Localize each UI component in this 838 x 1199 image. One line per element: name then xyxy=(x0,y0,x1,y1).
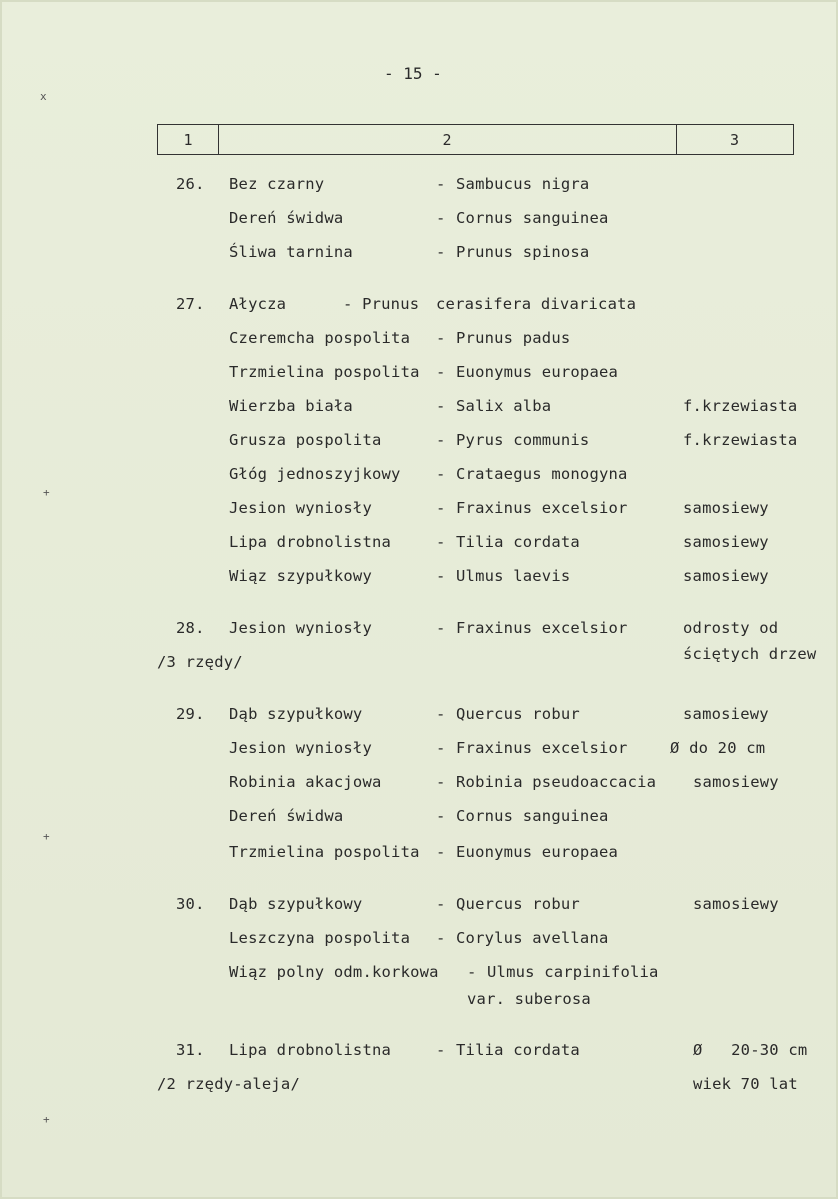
latin-name: cerasifera divaricata xyxy=(436,295,637,313)
polish-name: Wiąz szypułkowy xyxy=(229,567,372,585)
polish-name: Lipa drobnolistna xyxy=(229,1041,392,1059)
latin-name: Ulmus laevis xyxy=(456,567,571,585)
note: f.krzewiasta xyxy=(683,397,798,415)
header-col-3: 3 xyxy=(729,130,740,149)
note: samosiewy xyxy=(683,705,769,723)
dash: - xyxy=(436,567,446,585)
latin-name: Fraxinus excelsior xyxy=(456,499,628,517)
latin-variety: var. suberosa xyxy=(467,990,591,1008)
polish-name: Trzmielina pospolita xyxy=(229,843,420,861)
dash: - xyxy=(436,175,446,193)
note: wiek 70 lat xyxy=(693,1075,798,1093)
row-number: 28. xyxy=(176,619,205,637)
note: f.krzewiasta xyxy=(683,431,798,449)
polish-name: Jesion wyniosły xyxy=(229,739,372,757)
polish-name: Wiąz polny odm.korkowa xyxy=(229,963,439,981)
polish-name: Grusza pospolita xyxy=(229,431,382,449)
note: ściętych drzew xyxy=(683,645,817,663)
dash: - xyxy=(436,397,446,415)
header-col-2: 2 xyxy=(218,125,677,154)
polish-name: Bez czarny xyxy=(229,175,325,193)
margin-mark: + xyxy=(43,486,50,499)
dash: - xyxy=(436,1041,446,1059)
note: samosiewy xyxy=(683,533,769,551)
note: samosiewy xyxy=(693,773,779,791)
margin-mark: + xyxy=(43,1113,50,1126)
polish-name: Śliwa tarnina xyxy=(229,243,353,261)
note: Ø 20-30 cm xyxy=(693,1041,808,1059)
polish-name: Trzmielina pospolita xyxy=(229,363,420,381)
row-count-note: /3 rzędy/ xyxy=(157,653,243,671)
latin-name: Corylus avellana xyxy=(456,929,609,947)
polish-name: Dereń świdwa xyxy=(229,209,344,227)
polish-name: Ałycza xyxy=(229,295,287,313)
latin-name: Euonymus europaea xyxy=(456,363,619,381)
latin-name: Fraxinus excelsior xyxy=(456,739,628,757)
latin-name: Tilia cordata xyxy=(456,1041,580,1059)
latin-name: Ulmus carpinifolia xyxy=(487,963,659,981)
note: samosiewy xyxy=(693,895,779,913)
latin-name: Fraxinus excelsior xyxy=(456,619,628,637)
polish-name: Dąb szypułkowy xyxy=(229,895,363,913)
row-count-note: /2 rzędy-aleja/ xyxy=(157,1075,300,1093)
note: odrosty od xyxy=(683,619,779,637)
latin-name: Tilia cordata xyxy=(456,533,580,551)
latin-name: Pyrus communis xyxy=(456,431,590,449)
dash: - xyxy=(436,843,446,861)
dash: - xyxy=(436,895,446,913)
polish-name: Robinia akacjowa xyxy=(229,773,382,791)
note: samosiewy xyxy=(683,567,769,585)
row-number: 30. xyxy=(176,895,205,913)
dash: - Prunus xyxy=(343,295,420,313)
polish-name: Wierzba biała xyxy=(229,397,353,415)
header-col-1: 1 xyxy=(158,125,219,154)
dash: - xyxy=(436,465,446,483)
latin-name: Euonymus europaea xyxy=(456,843,619,861)
dash: - xyxy=(436,209,446,227)
latin-name: Prunus padus xyxy=(456,329,571,347)
row-number: 31. xyxy=(176,1041,205,1059)
row-number: 27. xyxy=(176,295,205,313)
dash: - xyxy=(436,705,446,723)
polish-name: Dereń świdwa xyxy=(229,807,344,825)
dash: - xyxy=(436,739,446,757)
latin-name: Quercus robur xyxy=(456,895,580,913)
latin-name: Sambucus nigra xyxy=(456,175,590,193)
latin-name: Crataegus monogyna xyxy=(456,465,628,483)
polish-name: Dąb szypułkowy xyxy=(229,705,363,723)
dash: - xyxy=(436,499,446,517)
dash: - xyxy=(436,431,446,449)
dash: - xyxy=(436,773,446,791)
row-number: 29. xyxy=(176,705,205,723)
dash: - xyxy=(467,963,477,981)
latin-name: Salix alba xyxy=(456,397,552,415)
note: samosiewy xyxy=(683,499,769,517)
dash: - xyxy=(436,329,446,347)
polish-name: Czeremcha pospolita xyxy=(229,329,411,347)
latin-name: Robinia pseudoaccacia xyxy=(456,773,657,791)
note: Ø do 20 cm xyxy=(670,739,766,757)
column-header xyxy=(157,124,794,155)
dash: - xyxy=(436,533,446,551)
row-number: 26. xyxy=(176,175,205,193)
polish-name: Lipa drobnolistna xyxy=(229,533,392,551)
latin-name: Cornus sanguinea xyxy=(456,807,609,825)
polish-name: Leszczyna pospolita xyxy=(229,929,411,947)
polish-name: Jesion wyniosły xyxy=(229,619,372,637)
latin-name: Cornus sanguinea xyxy=(456,209,609,227)
dash: - xyxy=(436,929,446,947)
dash: - xyxy=(436,807,446,825)
page-number: - 15 - xyxy=(384,64,442,83)
latin-name: Quercus robur xyxy=(456,705,580,723)
polish-name: Głóg jednoszyjkowy xyxy=(229,465,401,483)
dash: - xyxy=(436,619,446,637)
margin-mark: x xyxy=(40,90,47,103)
dash: - xyxy=(436,243,446,261)
dash: - xyxy=(436,363,446,381)
margin-mark: + xyxy=(43,830,50,843)
latin-name: Prunus spinosa xyxy=(456,243,590,261)
polish-name: Jesion wyniosły xyxy=(229,499,372,517)
